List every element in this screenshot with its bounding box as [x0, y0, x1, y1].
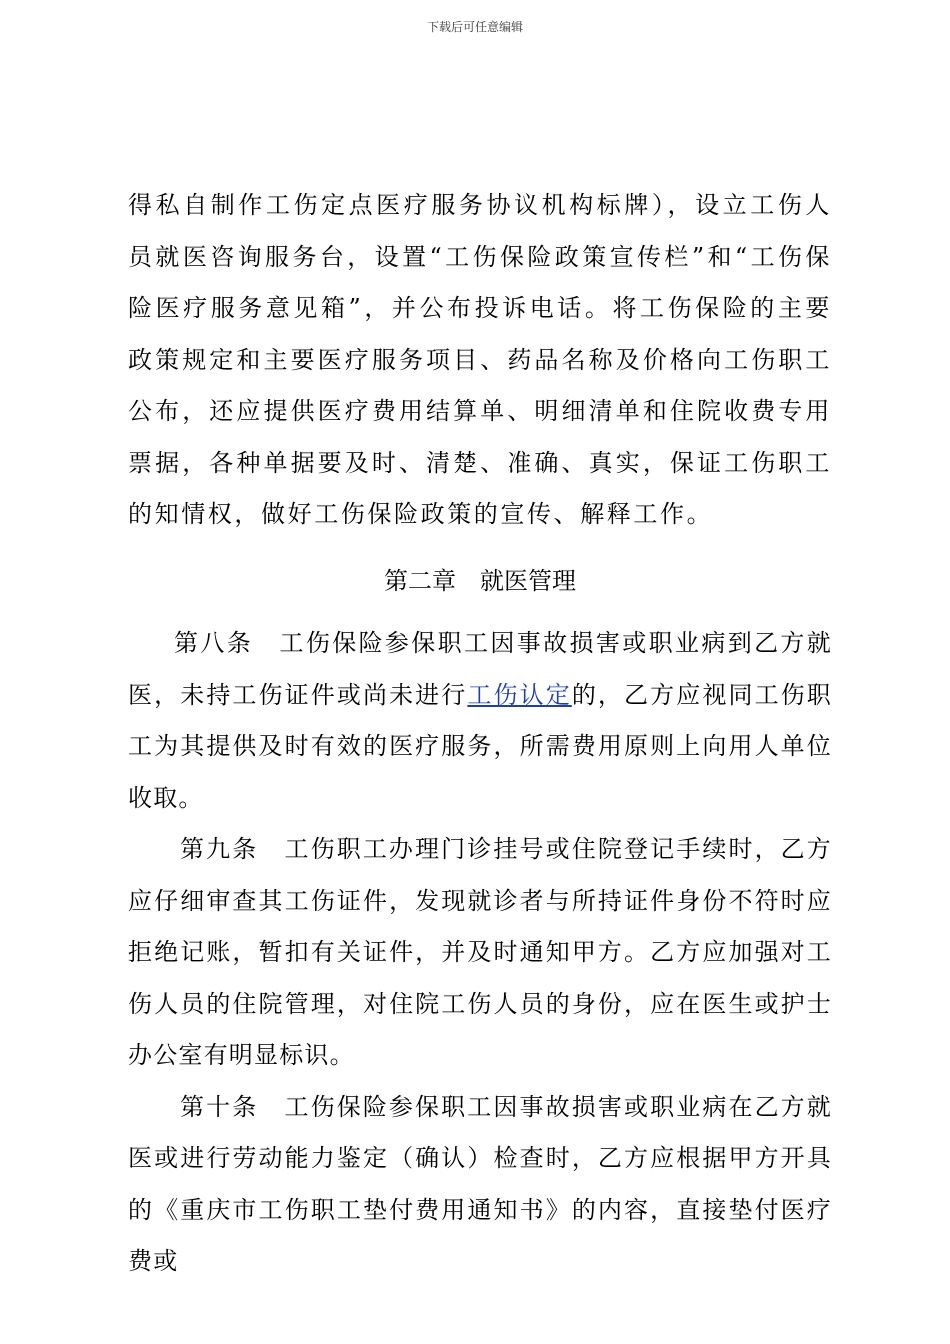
article-9: 第九条 工伤职工办理门诊挂号或住院登记手续时，乙方应仔细审查其工伤证件，发现就诊者与所持证件身份不符时应拒绝记账，暂扣有关证件，并及时通知甲方。乙方应加强对工伤人员的住院管理，对住院工伤人员的身份，应在医生或护士办公室有明显标识。: [128, 835, 832, 1069]
chapter-heading: 第二章 就医管理: [384, 566, 576, 595]
document-body: [128, 180, 832, 1288]
article-8-suffix: 的，乙方应视同工伤职工为其提供及时有效的医疗服务，所需费用原则上向用人单位收取。: [128, 680, 832, 812]
article-8: [128, 618, 832, 824]
article-10: 第十条 工伤保险参保职工因事故损害或职业病在乙方就医或进行劳动能力鉴定（确认）检查时，乙方应根据甲方开具的《重庆市工伤职工垫付费用通知书》的内容，直接垫付医疗费或: [128, 1092, 832, 1275]
work-injury-recognition-link[interactable]: 工伤认定: [467, 680, 572, 709]
paragraph-continuation: 得私自制作工伤定点医疗服务协议机构标牌），设立工伤人员就医咨询服务台，设置“工伤保险政策宣传栏”和“工伤保险医疗服务意见箱”，并公布投诉电话。将工伤保险的主要政策规定和主要医疗服务项目、药品名称及价格向工伤职工公布，还应提供医疗费用结算单、明细清单和住院收费专用票据，各种单据要及时、清楚、准确、真实，保证工伤职工的知情权，做好工伤保险政策的宣传、解释工作。: [128, 191, 832, 528]
article-8-prefix: 第八条 工伤保险参保职工因事故损害或职业病到乙方就医，未持工伤证件或尚未进行: [128, 629, 832, 709]
page-header: 下载后可任意编辑: [426, 20, 523, 34]
